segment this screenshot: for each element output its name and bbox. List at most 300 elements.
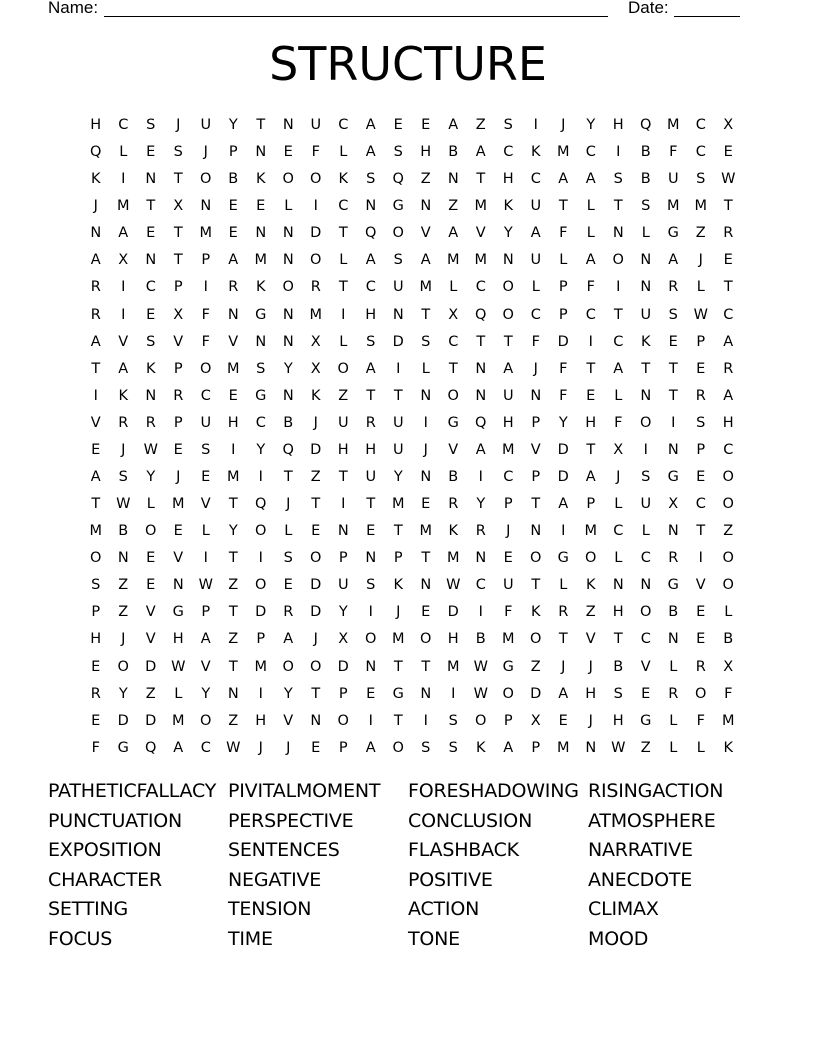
grid-letter[interactable]: L bbox=[201, 523, 210, 540]
grid-letter[interactable]: C bbox=[338, 198, 349, 215]
grid-letter[interactable]: C bbox=[530, 171, 541, 188]
grid-letter[interactable]: I bbox=[588, 333, 593, 350]
grid-letter[interactable]: X bbox=[338, 631, 349, 648]
grid-letter[interactable]: H bbox=[585, 414, 597, 431]
grid-letter[interactable]: Y bbox=[283, 685, 293, 702]
grid-letter[interactable]: T bbox=[366, 387, 376, 404]
grid-letter[interactable]: O bbox=[117, 658, 129, 675]
grid-letter[interactable]: O bbox=[200, 171, 212, 188]
grid-letter[interactable]: E bbox=[421, 604, 431, 621]
grid-letter[interactable]: L bbox=[696, 279, 705, 296]
grid-letter[interactable]: Y bbox=[146, 469, 156, 486]
grid-letter[interactable]: F bbox=[724, 685, 733, 702]
grid-letter[interactable]: V bbox=[145, 631, 156, 648]
grid-letter[interactable]: V bbox=[90, 414, 101, 431]
grid-letter[interactable]: A bbox=[118, 360, 129, 377]
grid-letter[interactable]: O bbox=[200, 360, 212, 377]
grid-letter[interactable]: E bbox=[283, 144, 293, 161]
grid-letter[interactable]: N bbox=[282, 306, 294, 323]
grid-letter[interactable]: X bbox=[613, 441, 624, 458]
grid-letter[interactable]: C bbox=[695, 496, 706, 513]
grid-letter[interactable]: E bbox=[641, 685, 651, 702]
grid-letter[interactable]: S bbox=[283, 550, 293, 567]
grid-letter[interactable]: T bbox=[476, 171, 486, 188]
grid-letter[interactable]: L bbox=[174, 685, 183, 702]
grid-letter[interactable]: R bbox=[228, 279, 239, 296]
grid-letter[interactable]: R bbox=[668, 685, 679, 702]
grid-letter[interactable]: T bbox=[723, 279, 733, 296]
grid-letter[interactable]: P bbox=[558, 306, 568, 323]
grid-letter[interactable]: A bbox=[723, 387, 734, 404]
grid-letter[interactable]: V bbox=[118, 333, 129, 350]
grid-letter[interactable]: M bbox=[171, 712, 185, 729]
grid-letter[interactable]: H bbox=[227, 414, 239, 431]
grid-letter[interactable]: C bbox=[448, 333, 459, 350]
grid-letter[interactable]: G bbox=[255, 387, 267, 404]
grid-letter[interactable]: B bbox=[640, 171, 651, 188]
grid-letter[interactable]: S bbox=[366, 333, 376, 350]
grid-letter[interactable]: D bbox=[530, 685, 542, 702]
grid-letter[interactable]: M bbox=[666, 117, 680, 133]
grid-letter[interactable]: R bbox=[668, 550, 679, 567]
grid-letter[interactable]: R bbox=[723, 360, 734, 377]
grid-letter[interactable]: C bbox=[695, 144, 706, 161]
grid-letter[interactable]: N bbox=[172, 577, 184, 594]
grid-letter[interactable]: C bbox=[200, 739, 211, 756]
grid-letter[interactable]: T bbox=[91, 360, 101, 377]
grid-letter[interactable]: T bbox=[586, 441, 596, 458]
grid-letter[interactable]: I bbox=[423, 712, 428, 729]
grid-letter[interactable]: X bbox=[173, 306, 184, 323]
grid-letter[interactable]: L bbox=[339, 252, 348, 269]
grid-letter[interactable]: I bbox=[451, 685, 456, 702]
grid-letter[interactable]: O bbox=[337, 712, 349, 729]
grid-letter[interactable]: N bbox=[365, 198, 377, 215]
grid-letter[interactable]: N bbox=[420, 577, 432, 594]
grid-letter[interactable]: F bbox=[614, 414, 623, 431]
grid-letter[interactable]: N bbox=[640, 252, 652, 269]
grid-letter[interactable]: Q bbox=[255, 496, 267, 513]
grid-letter[interactable]: C bbox=[723, 306, 734, 323]
grid-letter[interactable]: J bbox=[616, 469, 621, 486]
grid-letter[interactable]: K bbox=[530, 604, 541, 621]
grid-letter[interactable]: T bbox=[723, 198, 733, 215]
grid-letter[interactable]: N bbox=[475, 550, 487, 567]
grid-letter[interactable]: G bbox=[667, 577, 679, 594]
grid-letter[interactable]: E bbox=[91, 658, 101, 675]
grid-letter[interactable]: Z bbox=[695, 225, 706, 242]
grid-letter[interactable]: K bbox=[310, 387, 321, 404]
grid-letter[interactable]: T bbox=[613, 631, 623, 648]
grid-letter[interactable]: X bbox=[310, 333, 321, 350]
grid-letter[interactable]: J bbox=[286, 496, 291, 513]
grid-letter[interactable]: P bbox=[338, 739, 348, 756]
grid-letter[interactable]: A bbox=[558, 171, 569, 188]
grid-letter[interactable]: J bbox=[588, 658, 593, 675]
grid-letter[interactable]: P bbox=[201, 252, 211, 269]
grid-letter[interactable]: F bbox=[91, 739, 100, 756]
grid-letter[interactable]: A bbox=[503, 739, 514, 756]
grid-letter[interactable]: G bbox=[255, 306, 267, 323]
grid-letter[interactable]: M bbox=[419, 523, 432, 540]
grid-letter[interactable]: A bbox=[585, 252, 596, 269]
grid-letter[interactable]: S bbox=[173, 144, 183, 161]
grid-letter[interactable]: I bbox=[478, 604, 483, 621]
grid-letter[interactable]: P bbox=[696, 441, 706, 458]
grid-letter[interactable]: G bbox=[557, 550, 569, 567]
grid-letter[interactable]: G bbox=[447, 414, 459, 431]
grid-letter[interactable]: N bbox=[447, 171, 459, 188]
grid-letter[interactable]: Z bbox=[475, 117, 486, 133]
grid-letter[interactable]: L bbox=[119, 144, 128, 161]
grid-letter[interactable]: T bbox=[91, 496, 101, 513]
grid-letter[interactable]: L bbox=[669, 712, 678, 729]
grid-letter[interactable]: R bbox=[365, 414, 376, 431]
grid-letter[interactable]: J bbox=[286, 739, 291, 756]
grid-letter[interactable]: O bbox=[722, 496, 734, 513]
grid-letter[interactable]: J bbox=[561, 658, 566, 675]
grid-letter[interactable]: E bbox=[228, 225, 238, 242]
grid-letter[interactable]: S bbox=[448, 739, 458, 756]
grid-letter[interactable]: L bbox=[284, 523, 293, 540]
grid-letter[interactable]: O bbox=[612, 252, 624, 269]
grid-letter[interactable]: M bbox=[446, 658, 460, 675]
grid-letter[interactable]: A bbox=[585, 171, 596, 188]
grid-letter[interactable]: N bbox=[117, 550, 129, 567]
grid-letter[interactable]: J bbox=[396, 604, 401, 621]
grid-letter[interactable]: C bbox=[640, 631, 651, 648]
name-blank-line[interactable] bbox=[104, 16, 608, 17]
grid-letter[interactable]: D bbox=[310, 441, 322, 458]
grid-letter[interactable]: K bbox=[585, 577, 596, 594]
grid-letter[interactable]: N bbox=[667, 441, 679, 458]
grid-letter[interactable]: E bbox=[228, 198, 238, 215]
grid-letter[interactable]: G bbox=[117, 739, 129, 756]
grid-letter[interactable]: L bbox=[586, 198, 595, 215]
grid-letter[interactable]: Z bbox=[420, 171, 431, 188]
grid-letter[interactable]: I bbox=[368, 604, 373, 621]
grid-letter[interactable]: N bbox=[255, 333, 267, 350]
grid-letter[interactable]: R bbox=[310, 279, 321, 296]
grid-letter[interactable]: Y bbox=[228, 523, 238, 540]
grid-letter[interactable]: L bbox=[339, 144, 348, 161]
grid-letter[interactable]: L bbox=[669, 739, 678, 756]
grid-letter[interactable]: O bbox=[392, 739, 404, 756]
grid-letter[interactable]: W bbox=[116, 496, 131, 513]
grid-letter[interactable]: P bbox=[91, 604, 101, 621]
grid-letter[interactable]: O bbox=[502, 279, 514, 296]
grid-letter[interactable]: L bbox=[559, 577, 568, 594]
grid-letter[interactable]: E bbox=[146, 225, 156, 242]
grid-letter[interactable]: J bbox=[176, 469, 181, 486]
grid-letter[interactable]: Q bbox=[392, 171, 404, 188]
grid-letter[interactable]: E bbox=[256, 198, 266, 215]
grid-letter[interactable]: F bbox=[201, 306, 210, 323]
date-blank-line[interactable] bbox=[674, 16, 740, 17]
grid-letter[interactable]: U bbox=[365, 469, 377, 486]
grid-letter[interactable]: H bbox=[172, 631, 184, 648]
grid-letter[interactable]: A bbox=[228, 252, 239, 269]
grid-letter[interactable]: T bbox=[366, 496, 376, 513]
grid-letter[interactable]: K bbox=[448, 523, 458, 540]
grid-letter[interactable]: R bbox=[558, 604, 569, 621]
grid-letter[interactable]: T bbox=[531, 577, 541, 594]
grid-letter[interactable]: N bbox=[365, 550, 377, 567]
grid-letter[interactable]: N bbox=[640, 577, 652, 594]
grid-letter[interactable]: O bbox=[90, 550, 102, 567]
grid-letter[interactable]: L bbox=[339, 333, 348, 350]
grid-letter[interactable]: V bbox=[585, 631, 596, 648]
grid-letter[interactable]: A bbox=[365, 144, 376, 161]
grid-letter[interactable]: D bbox=[557, 333, 569, 350]
grid-letter[interactable]: S bbox=[393, 144, 403, 161]
grid-letter[interactable]: N bbox=[282, 252, 294, 269]
grid-letter[interactable]: N bbox=[475, 360, 487, 377]
grid-letter[interactable]: U bbox=[392, 441, 404, 458]
grid-letter[interactable]: O bbox=[722, 577, 734, 594]
grid-letter[interactable]: S bbox=[256, 360, 266, 377]
grid-letter[interactable]: I bbox=[93, 387, 98, 404]
grid-letter[interactable]: N bbox=[145, 171, 157, 188]
grid-letter[interactable]: N bbox=[227, 306, 239, 323]
grid-letter[interactable]: O bbox=[695, 685, 707, 702]
grid-letter[interactable]: M bbox=[391, 496, 405, 513]
grid-letter[interactable]: R bbox=[475, 523, 486, 540]
grid-letter[interactable]: S bbox=[696, 414, 706, 431]
grid-letter[interactable]: B bbox=[668, 604, 679, 621]
grid-letter[interactable]: X bbox=[310, 360, 321, 377]
grid-letter[interactable]: T bbox=[338, 469, 348, 486]
grid-letter[interactable]: N bbox=[255, 225, 267, 242]
grid-letter[interactable]: J bbox=[698, 252, 703, 269]
grid-letter[interactable]: E bbox=[146, 306, 156, 323]
grid-letter[interactable]: L bbox=[284, 198, 293, 215]
grid-letter[interactable]: K bbox=[255, 171, 266, 188]
grid-letter[interactable]: I bbox=[258, 685, 263, 702]
grid-letter[interactable]: O bbox=[640, 604, 652, 621]
grid-letter[interactable]: I bbox=[258, 469, 263, 486]
grid-letter[interactable]: V bbox=[695, 577, 706, 594]
grid-letter[interactable]: E bbox=[421, 496, 431, 513]
grid-letter[interactable]: O bbox=[310, 171, 322, 188]
grid-letter[interactable]: A bbox=[475, 144, 486, 161]
grid-letter[interactable]: N bbox=[667, 631, 679, 648]
grid-letter[interactable]: D bbox=[557, 469, 569, 486]
grid-letter[interactable]: M bbox=[501, 441, 515, 458]
grid-letter[interactable]: N bbox=[365, 658, 377, 675]
grid-letter[interactable]: U bbox=[530, 252, 542, 269]
grid-letter[interactable]: A bbox=[90, 252, 101, 269]
grid-letter[interactable]: R bbox=[723, 225, 734, 242]
grid-letter[interactable]: I bbox=[203, 279, 208, 296]
grid-letter[interactable]: Q bbox=[475, 414, 487, 431]
grid-letter[interactable]: H bbox=[502, 171, 514, 188]
grid-letter[interactable]: E bbox=[723, 144, 733, 161]
grid-letter[interactable]: N bbox=[420, 469, 432, 486]
grid-letter[interactable]: T bbox=[613, 306, 623, 323]
grid-letter[interactable]: H bbox=[420, 144, 432, 161]
grid-letter[interactable]: D bbox=[392, 333, 404, 350]
grid-letter[interactable]: C bbox=[503, 144, 514, 161]
grid-letter[interactable]: T bbox=[393, 712, 403, 729]
grid-letter[interactable]: H bbox=[365, 441, 377, 458]
grid-letter[interactable]: K bbox=[338, 171, 348, 188]
grid-letter[interactable]: E bbox=[723, 252, 733, 269]
grid-letter[interactable]: T bbox=[421, 550, 431, 567]
grid-letter[interactable]: O bbox=[310, 252, 322, 269]
grid-letter[interactable]: P bbox=[531, 469, 541, 486]
grid-letter[interactable]: J bbox=[533, 360, 538, 377]
grid-letter[interactable]: T bbox=[503, 333, 513, 350]
grid-letter[interactable]: P bbox=[503, 496, 513, 513]
grid-letter[interactable]: N bbox=[145, 387, 157, 404]
grid-letter[interactable]: C bbox=[640, 550, 651, 567]
grid-letter[interactable]: P bbox=[503, 712, 513, 729]
grid-letter[interactable]: Z bbox=[228, 712, 239, 729]
grid-letter[interactable]: N bbox=[530, 387, 542, 404]
grid-letter[interactable]: S bbox=[201, 441, 211, 458]
grid-letter[interactable]: L bbox=[421, 360, 430, 377]
grid-letter[interactable]: D bbox=[255, 604, 267, 621]
grid-letter[interactable]: D bbox=[310, 225, 322, 242]
grid-letter[interactable]: M bbox=[556, 739, 570, 756]
grid-letter[interactable]: A bbox=[558, 496, 569, 513]
grid-letter[interactable]: T bbox=[311, 496, 321, 513]
grid-letter[interactable]: L bbox=[586, 225, 595, 242]
grid-letter[interactable]: V bbox=[145, 604, 156, 621]
grid-letter[interactable]: K bbox=[90, 171, 101, 188]
grid-letter[interactable]: T bbox=[146, 198, 156, 215]
grid-letter[interactable]: O bbox=[585, 550, 597, 567]
grid-letter[interactable]: O bbox=[365, 631, 377, 648]
grid-letter[interactable]: G bbox=[502, 658, 514, 675]
grid-letter[interactable]: M bbox=[446, 550, 460, 567]
grid-letter[interactable]: A bbox=[90, 469, 101, 486]
grid-letter[interactable]: S bbox=[448, 712, 458, 729]
grid-letter[interactable]: Q bbox=[282, 441, 294, 458]
grid-letter[interactable]: U bbox=[667, 171, 679, 188]
grid-letter[interactable]: I bbox=[616, 144, 621, 161]
grid-letter[interactable]: N bbox=[392, 306, 404, 323]
grid-letter[interactable]: T bbox=[641, 360, 651, 377]
grid-letter[interactable]: A bbox=[668, 252, 679, 269]
grid-letter[interactable]: S bbox=[146, 333, 156, 350]
grid-letter[interactable]: T bbox=[228, 496, 238, 513]
grid-letter[interactable]: Z bbox=[118, 577, 129, 594]
grid-letter[interactable]: J bbox=[203, 144, 208, 161]
grid-letter[interactable]: T bbox=[338, 279, 348, 296]
grid-letter[interactable]: T bbox=[448, 360, 458, 377]
grid-letter[interactable]: P bbox=[173, 279, 183, 296]
grid-letter[interactable]: T bbox=[421, 658, 431, 675]
grid-letter[interactable]: O bbox=[530, 550, 542, 567]
grid-letter[interactable]: E bbox=[696, 469, 706, 486]
grid-letter[interactable]: S bbox=[696, 171, 706, 188]
grid-letter[interactable]: M bbox=[446, 252, 460, 269]
grid-letter[interactable]: C bbox=[585, 144, 596, 161]
grid-letter[interactable]: L bbox=[531, 279, 540, 296]
grid-letter[interactable]: J bbox=[313, 631, 318, 648]
grid-letter[interactable]: M bbox=[309, 306, 322, 323]
grid-letter[interactable]: A bbox=[530, 225, 541, 242]
grid-letter[interactable]: Z bbox=[228, 577, 239, 594]
grid-letter[interactable]: E bbox=[696, 631, 706, 648]
grid-letter[interactable]: A bbox=[420, 252, 431, 269]
grid-letter[interactable]: M bbox=[666, 198, 680, 215]
grid-letter[interactable]: N bbox=[640, 387, 652, 404]
grid-letter[interactable]: I bbox=[698, 550, 703, 567]
grid-letter[interactable]: G bbox=[392, 685, 404, 702]
grid-letter[interactable]: S bbox=[393, 252, 403, 269]
grid-letter[interactable]: O bbox=[502, 685, 514, 702]
grid-letter[interactable]: K bbox=[255, 279, 266, 296]
grid-letter[interactable]: A bbox=[173, 739, 184, 756]
grid-letter[interactable]: R bbox=[448, 496, 459, 513]
grid-letter[interactable]: V bbox=[173, 550, 184, 567]
grid-letter[interactable]: V bbox=[640, 658, 651, 675]
grid-letter[interactable]: M bbox=[694, 198, 707, 215]
grid-letter[interactable]: Z bbox=[448, 198, 459, 215]
grid-letter[interactable]: O bbox=[530, 631, 542, 648]
grid-letter[interactable]: V bbox=[200, 496, 211, 513]
grid-letter[interactable]: K bbox=[475, 739, 486, 756]
grid-letter[interactable]: O bbox=[145, 523, 157, 540]
grid-letter[interactable]: H bbox=[722, 414, 734, 431]
grid-letter[interactable]: Y bbox=[338, 604, 348, 621]
grid-letter[interactable]: A bbox=[723, 333, 734, 350]
grid-letter[interactable]: H bbox=[612, 117, 624, 133]
grid-letter[interactable]: U bbox=[392, 414, 404, 431]
grid-letter[interactable]: W bbox=[226, 739, 241, 756]
grid-letter[interactable]: L bbox=[669, 658, 678, 675]
grid-letter[interactable]: T bbox=[393, 658, 403, 675]
grid-letter[interactable]: X bbox=[118, 252, 129, 269]
grid-letter[interactable]: N bbox=[145, 252, 157, 269]
grid-letter[interactable]: T bbox=[283, 469, 293, 486]
grid-letter[interactable]: F bbox=[201, 333, 210, 350]
grid-letter[interactable]: N bbox=[310, 712, 322, 729]
grid-letter[interactable]: K bbox=[118, 387, 128, 404]
grid-letter[interactable]: F bbox=[311, 144, 320, 161]
grid-letter[interactable]: V bbox=[420, 225, 431, 242]
grid-letter[interactable]: F bbox=[696, 712, 705, 729]
grid-letter[interactable]: M bbox=[556, 144, 570, 161]
grid-letter[interactable]: E bbox=[311, 523, 321, 540]
grid-letter[interactable]: J bbox=[423, 441, 428, 458]
grid-letter[interactable]: H bbox=[612, 604, 624, 621]
grid-letter[interactable]: O bbox=[475, 712, 487, 729]
grid-letter[interactable]: F bbox=[559, 360, 568, 377]
grid-letter[interactable]: L bbox=[641, 523, 650, 540]
grid-letter[interactable]: I bbox=[258, 550, 263, 567]
grid-letter[interactable]: Q bbox=[145, 739, 157, 756]
grid-letter[interactable]: P bbox=[558, 279, 568, 296]
grid-letter[interactable]: T bbox=[696, 523, 706, 540]
grid-letter[interactable]: A bbox=[448, 117, 459, 133]
grid-letter[interactable]: L bbox=[724, 604, 733, 621]
grid-letter[interactable]: T bbox=[613, 198, 623, 215]
grid-letter[interactable]: O bbox=[447, 387, 459, 404]
grid-letter[interactable]: V bbox=[448, 441, 459, 458]
grid-letter[interactable]: F bbox=[586, 279, 595, 296]
grid-letter[interactable]: U bbox=[200, 117, 212, 133]
grid-letter[interactable]: O bbox=[255, 523, 267, 540]
grid-letter[interactable]: I bbox=[478, 469, 483, 486]
grid-letter[interactable]: V bbox=[173, 333, 184, 350]
grid-letter[interactable]: S bbox=[146, 117, 156, 133]
grid-letter[interactable]: W bbox=[611, 739, 626, 756]
grid-letter[interactable]: K bbox=[503, 198, 513, 215]
